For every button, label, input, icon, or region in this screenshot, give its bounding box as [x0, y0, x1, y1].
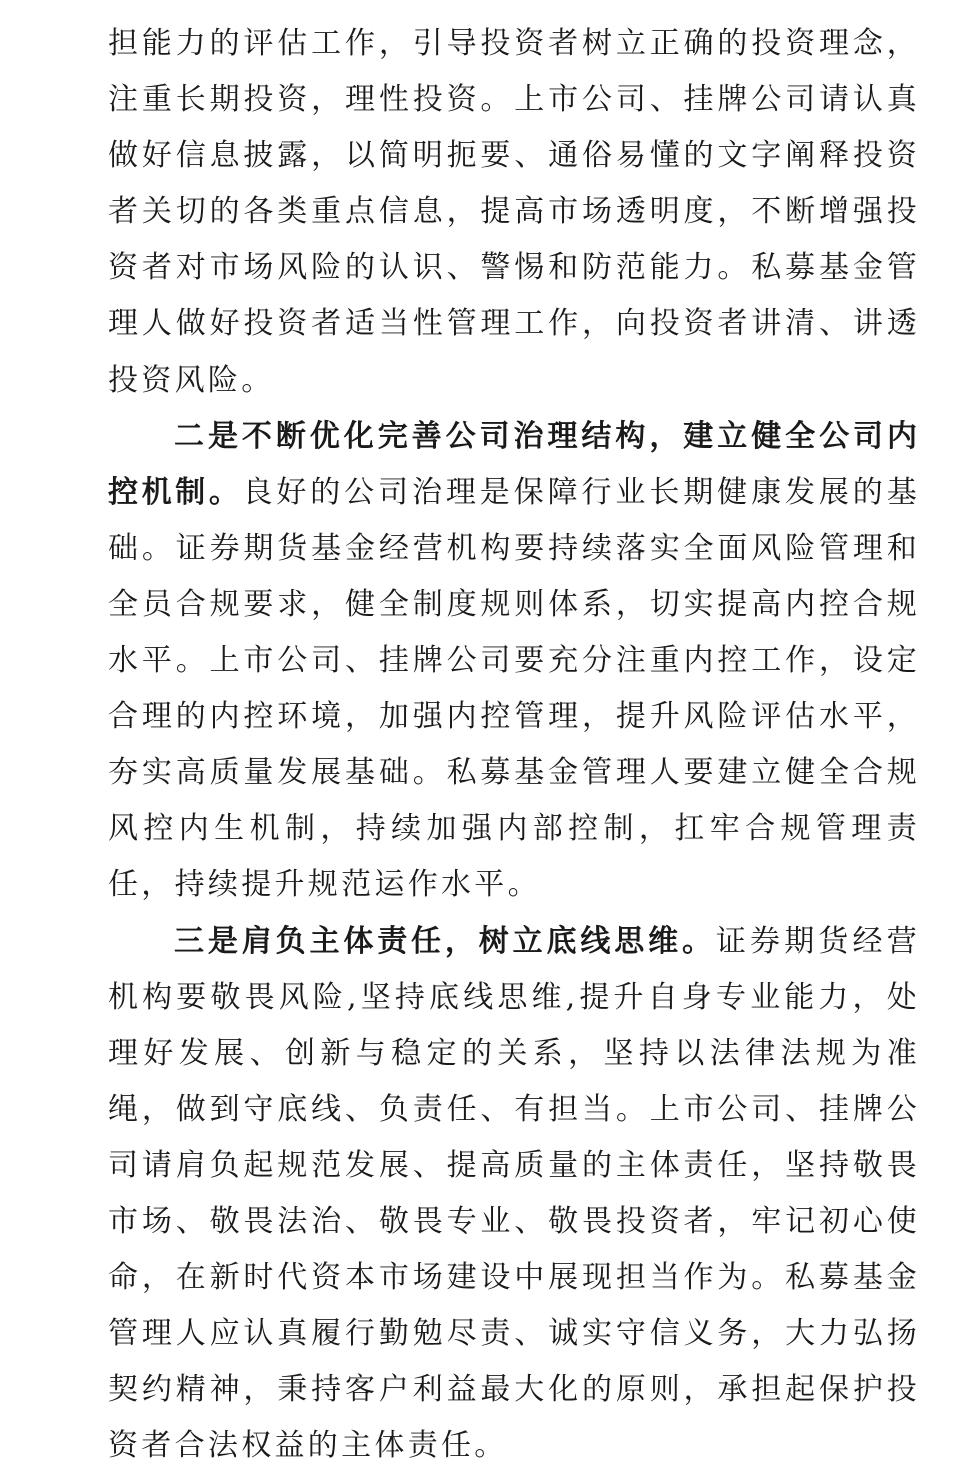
paragraph-heading: 二是不断优化完善公司治理结构，建立健全公司内控机制。 [108, 419, 920, 510]
paragraph-main-responsibility [108, 914, 920, 1474]
paragraph-corporate-governance [108, 409, 920, 914]
paragraph-text: 证券期货经营机构要敬畏风险,坚持底线思维,提升自身专业能力，处理好发展、创新与稳定的关系，坚持以法律法规为准绳，做到守底线、负责任、有担当。上市公司、挂牌公司请肩负起规范发展、提高质量的主体责任，坚持敬畏市场、敬畏法治、敬畏专业、敬畏投资者，牢记初心使命，在新时代资本市场建设中展现担当作为。私募基金管理人应认真履行勤勉尽责、诚实守信义务，大力弘扬契约精神，秉持客户利益最大化的原则，承担起保护投资者合法权益的主体责任。 [108, 924, 920, 1464]
paragraph-investor-education [108, 16, 920, 409]
paragraph-text: 担能力的评估工作，引导投资者树立正确的投资理念，注重长期投资，理性投资。上市公司、挂牌公司请认真做好信息披露，以简明扼要、通俗易懂的文字阐释投资者关切的各类重点信息，提高市场透明度，不断增强投资者对市场风险的认识、警惕和防范能力。私募基金管理人做好投资者适当性管理工作，向投资者讲清、讲透投资风险。 [108, 26, 920, 398]
document-body [108, 16, 920, 1474]
paragraph-heading: 三是肩负主体责任，树立底线思维。 [174, 924, 716, 959]
paragraph-text: 良好的公司治理是保障行业长期健康发展的基础。证券期货基金经营机构要持续落实全面风险管理和全员合规要求，健全制度规则体系，切实提高内控合规水平。上市公司、挂牌公司要充分注重内控工作，设定合理的内控环境，加强内控管理，提升风险评估水平，夯实高质量发展基础。私募基金管理人要建立健全合规风控内生机制，持续加强内部控制，扛牢合规管理责任，持续提升规范运作水平。 [108, 475, 920, 903]
